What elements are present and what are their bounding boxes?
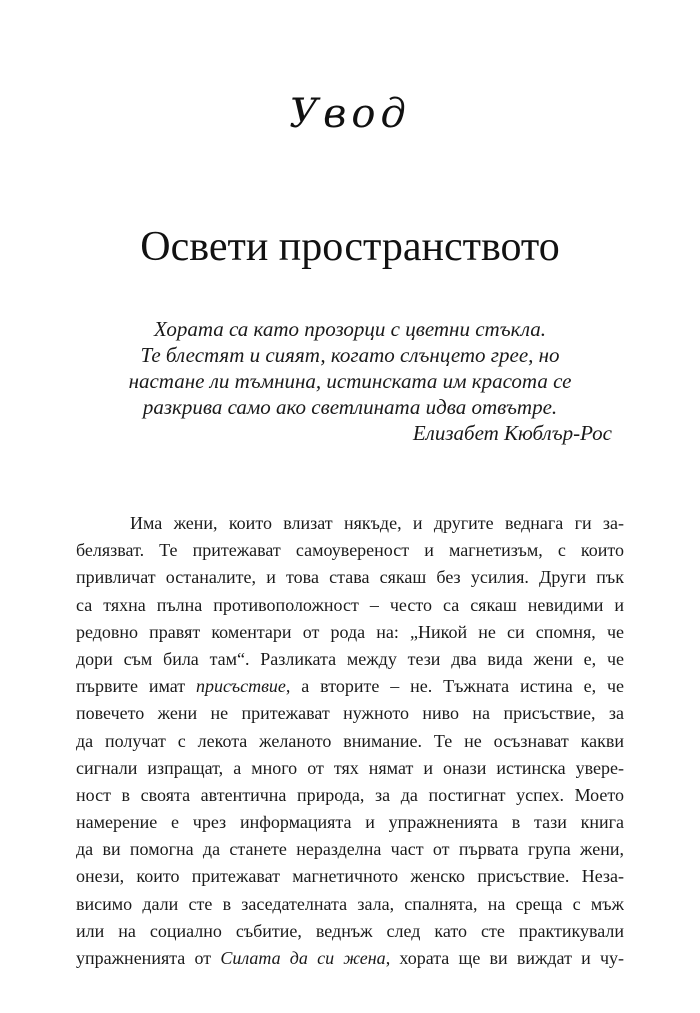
- epigraph-line: разкрива само ако светлината идва отвътре.: [142, 395, 558, 419]
- body-line: [76, 728, 624, 755]
- body-line: [76, 863, 624, 890]
- body-line-text: висимо дали сте в заседателната зала, спалнята, на среща с мъж: [76, 893, 624, 914]
- body-line: [76, 592, 624, 619]
- body-line-text: , а вторите – не. Тъжната истина е, че: [285, 676, 625, 697]
- body-line: [76, 619, 624, 646]
- body-line-text: да ви помогна да станете неразделна част от първата група жени,: [76, 839, 624, 860]
- body-line: [76, 891, 624, 918]
- chapter-label: Увод: [289, 91, 411, 137]
- body-line: [76, 945, 624, 972]
- body-line-text: , хората ще ви виждат и чу-: [385, 948, 624, 968]
- body-line-text: са тяхна пълна противоположност – често са сякаш невидими и: [76, 594, 624, 615]
- body-line: [76, 646, 624, 673]
- epigraph-author: Елизабет Кюблър-Рос: [412, 421, 612, 445]
- body-line-text: или на социално събитие, веднъж след като сте практикували: [76, 920, 624, 941]
- body-line-text: привличат останалите, и това става сякаш без усилия. Други пък: [76, 567, 624, 588]
- body-line-text: сигнали изпращат, а много от тях нямат и онази истинска увере-: [76, 757, 624, 778]
- body-line: [76, 918, 624, 945]
- epigraph-line: Хората са като прозорци с цветни стъкла.: [153, 317, 547, 341]
- emphasis-text: Силата да си жена: [220, 948, 386, 968]
- body-line-text: намерение е чрез информацията и упражненията в тази книга: [76, 812, 624, 833]
- body-line-text: първите имат: [76, 676, 196, 697]
- body-line-text: дори съм била там“. Разликата между тези два вида жени е, че: [76, 648, 624, 669]
- body-line: [76, 673, 624, 700]
- body-line: [76, 564, 624, 591]
- chapter-title: Освети пространството: [140, 224, 560, 270]
- body-line: [76, 510, 624, 537]
- epigraph: [80, 316, 620, 420]
- body-line: [76, 755, 624, 782]
- body-line-text: да получат с лекота желаното внимание. Те не осъзнават какви: [76, 730, 624, 751]
- body-line-text: упражненията от: [76, 948, 221, 968]
- emphasis-text: присъствие: [196, 676, 286, 697]
- body-line: [76, 537, 624, 564]
- body-line-text: ност в своята автентична природа, за да постигнат успех. Моето: [76, 784, 624, 805]
- body-line-text: редовно правят коментари от рода на: „Никой не си спомня, че: [76, 621, 624, 642]
- epigraph-line: настане ли тъмнина, истинската им красота се: [128, 369, 572, 393]
- epigraph-line: Те блестят и сияят, когато слънцето грее, но: [140, 343, 560, 367]
- body-line: [76, 836, 624, 863]
- body-line: [76, 700, 624, 727]
- body-line-text: повечето жени не притежават нужното ниво на присъствие, за: [76, 703, 624, 724]
- body-line-text: онези, които притежават магнетичното женско присъствие. Неза-: [76, 866, 624, 887]
- body-line: [76, 782, 624, 809]
- body-line: [76, 809, 624, 836]
- body-line-text: Има жени, които влизат някъде, и другите веднага ги за-: [130, 513, 624, 533]
- body-paragraph: [76, 510, 624, 972]
- body-line-text: белязват. Те притежават самоувереност и магнетизъм, с които: [76, 540, 624, 561]
